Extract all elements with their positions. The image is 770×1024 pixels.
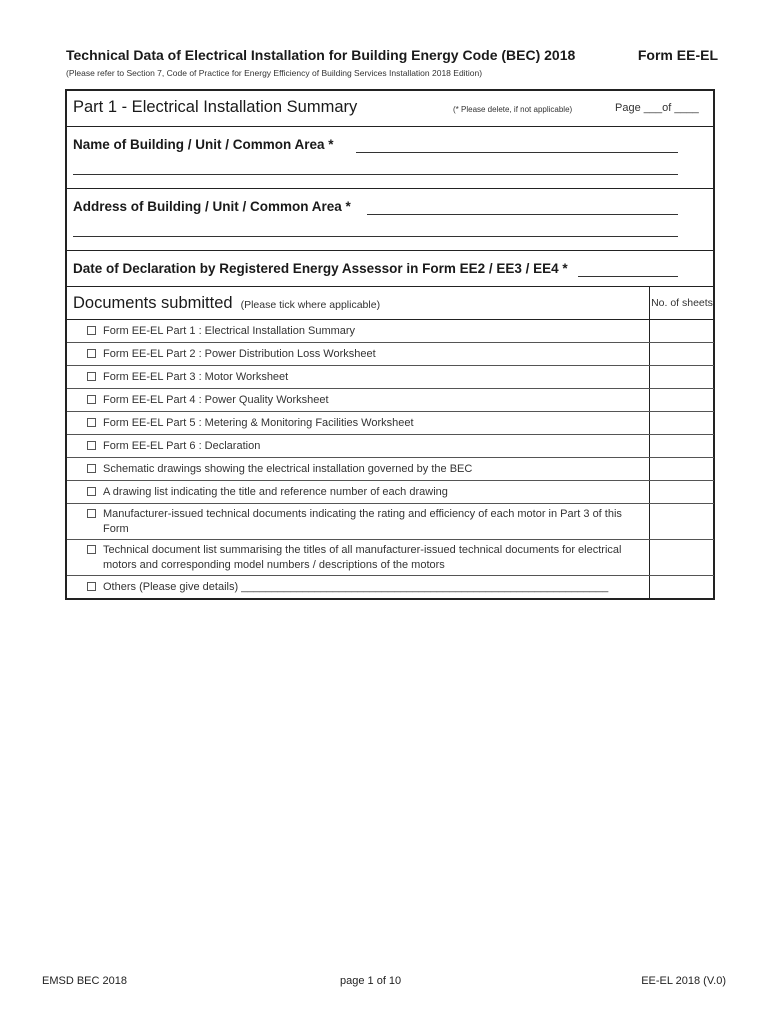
- checkbox[interactable]: [87, 349, 96, 358]
- sheets-column-header: No. of sheets: [650, 287, 715, 320]
- building-address-field[interactable]: [367, 214, 678, 215]
- document-row: [67, 320, 714, 343]
- page-number: page 1 of 10: [340, 975, 402, 987]
- documents-header-row: [67, 287, 714, 320]
- form-reference-note: (Please refer to Section 7, Code of Practice for Energy Efficiency of Building Services Installation 2018 Edition): [66, 68, 483, 78]
- sheets-count-field[interactable]: [650, 435, 715, 458]
- checkbox[interactable]: [87, 418, 96, 427]
- checkbox[interactable]: [87, 326, 96, 335]
- sheets-count-field[interactable]: [650, 366, 715, 389]
- form-title: Technical Data of Electrical Installation for Building Energy Code (BEC) 2018: [66, 47, 576, 63]
- form-box: [65, 89, 715, 600]
- checkbox[interactable]: [87, 395, 96, 404]
- sheets-count-field[interactable]: [650, 458, 715, 481]
- building-name-field-line-2[interactable]: [73, 174, 678, 175]
- sheets-count-field[interactable]: [650, 320, 715, 343]
- delete-note: (* Please delete, if not applicable): [453, 105, 573, 114]
- document-row: [67, 435, 714, 458]
- document-item-label: Form EE-EL Part 6 : Declaration: [103, 439, 261, 452]
- document-item-label: Form EE-EL Part 3 : Motor Worksheet: [103, 370, 289, 383]
- declaration-date-label: Date of Declaration by Registered Energy Assessor in Form EE2 / EE3 / EE4 *: [73, 261, 568, 276]
- document-item-label: Form EE-EL Part 5 : Metering & Monitoring Facilities Worksheet: [103, 416, 414, 429]
- checkbox[interactable]: [87, 509, 96, 518]
- checkbox[interactable]: [87, 582, 96, 591]
- document-row: [67, 576, 714, 599]
- checkbox[interactable]: [87, 487, 96, 496]
- part-header: [67, 91, 713, 127]
- building-name-section: [67, 127, 713, 189]
- building-address-label: Address of Building / Unit / Common Area *: [73, 199, 351, 214]
- checkbox[interactable]: [87, 441, 96, 450]
- others-details-field[interactable]: Others (Please give details) ____________________________________________________________: [103, 580, 609, 593]
- document-row: [67, 481, 714, 504]
- building-address-section: [67, 189, 713, 251]
- document-item-label: Form EE-EL Part 2 : Power Distribution Loss Worksheet: [103, 347, 376, 360]
- checkbox[interactable]: [87, 372, 96, 381]
- declaration-date-section: [67, 251, 713, 287]
- sheets-count-field[interactable]: [650, 481, 715, 504]
- document-row: [67, 504, 714, 540]
- sheets-count-field[interactable]: [650, 576, 715, 599]
- document-row: [67, 366, 714, 389]
- part-title: Part 1 - Electrical Installation Summary: [73, 98, 358, 116]
- footer-left: EMSD BEC 2018: [42, 975, 127, 987]
- document-row: [67, 389, 714, 412]
- document-row: [67, 412, 714, 435]
- building-name-field[interactable]: [356, 152, 678, 153]
- documents-note: (Please tick where applicable): [240, 298, 381, 311]
- document-row: [67, 540, 714, 576]
- document-item-label: Manufacturer-issued technical documents indicating the rating and efficiency of each motor in Part 3 of this Form: [103, 507, 622, 535]
- sheets-count-field[interactable]: [650, 504, 715, 540]
- page-field[interactable]: Page ___of ____: [615, 102, 699, 114]
- document-item-label: Schematic drawings showing the electrical installation governed by the BEC: [103, 462, 473, 475]
- document-row: [67, 343, 714, 366]
- document-item-label: Form EE-EL Part 1 : Electrical Installation Summary: [103, 324, 356, 337]
- form-code: Form EE-EL: [637, 47, 718, 63]
- sheets-count-field[interactable]: [650, 343, 715, 366]
- sheets-count-field[interactable]: [650, 412, 715, 435]
- document-item-label: Form EE-EL Part 4 : Power Quality Worksheet: [103, 393, 329, 406]
- document-item-label: Technical document list summarising the titles of all manufacturer-issued technical documents for electrical motors and corresponding model numbers / descriptions of the motors: [103, 543, 622, 571]
- documents-title: Documents submitted: [73, 293, 233, 312]
- sheets-count-field[interactable]: [650, 389, 715, 412]
- document-row: [67, 458, 714, 481]
- documents-table: [67, 287, 714, 598]
- building-address-field-line-2[interactable]: [73, 236, 678, 237]
- footer-version: EE-EL 2018 (V.0): [641, 975, 726, 987]
- declaration-date-field[interactable]: [578, 276, 678, 277]
- sheets-count-field[interactable]: [650, 540, 715, 576]
- checkbox[interactable]: [87, 545, 96, 554]
- checkbox[interactable]: [87, 464, 96, 473]
- building-name-label: Name of Building / Unit / Common Area *: [73, 137, 334, 152]
- document-item-label: A drawing list indicating the title and reference number of each drawing: [103, 485, 448, 498]
